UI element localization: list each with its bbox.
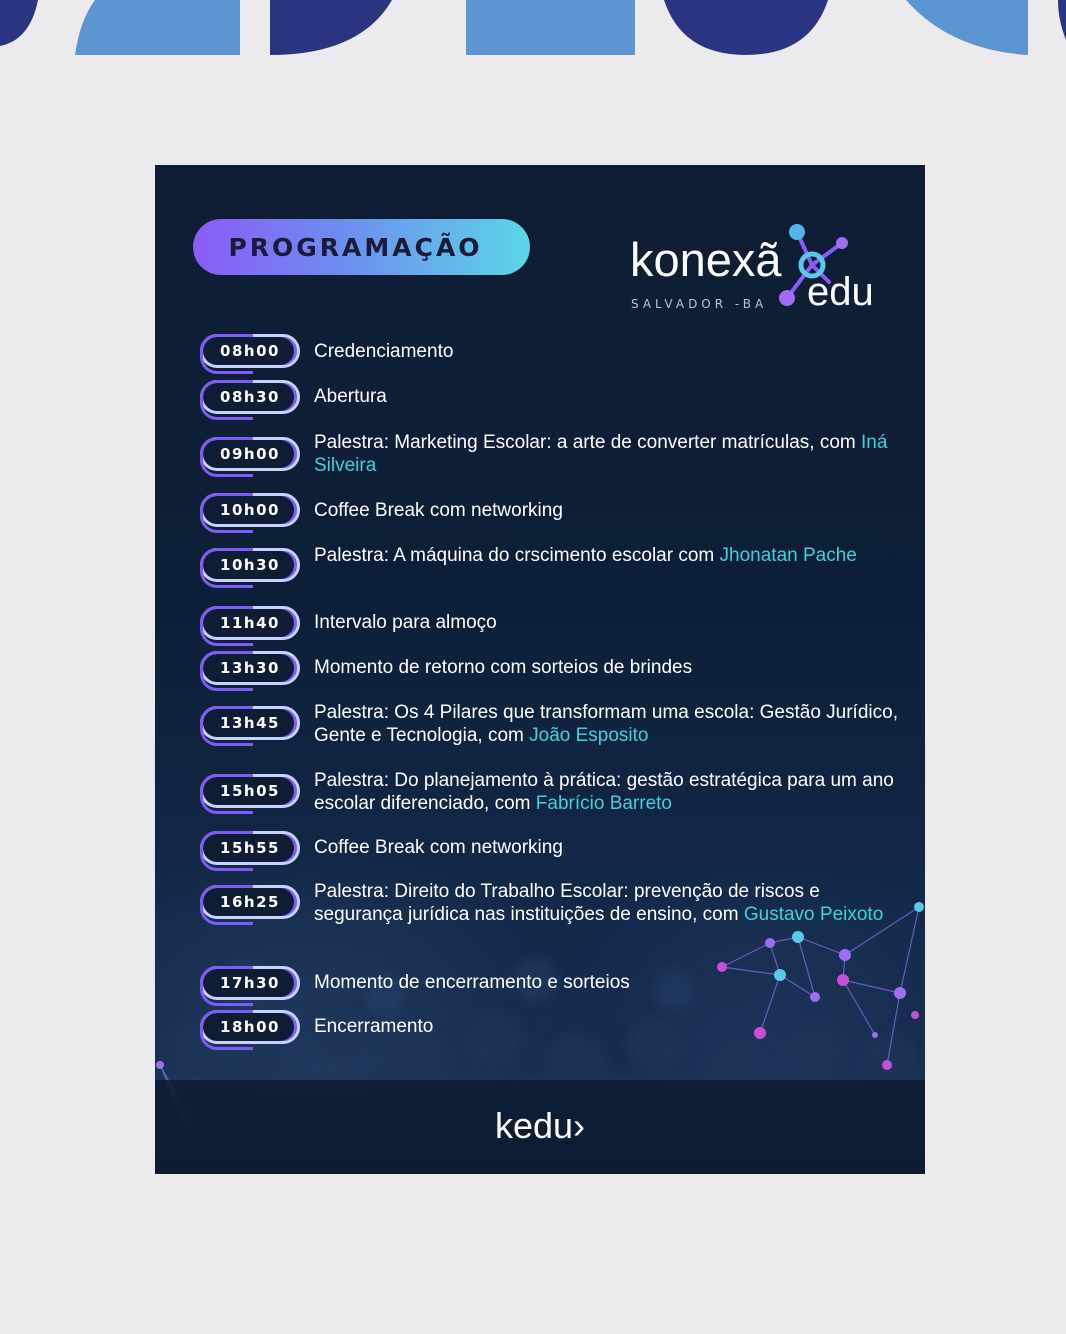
schedule-description [314, 769, 904, 815]
schedule-description [314, 340, 904, 363]
time-badge: 10h30 [200, 548, 300, 582]
logo-location: SALVADOR -BA [631, 297, 768, 311]
time-badge: 13h30 [200, 651, 300, 685]
programacao-label: PROGRAMAÇÃO [228, 232, 483, 262]
logo-wordmark: konexã [630, 233, 782, 286]
time-badge: 09h00 [200, 437, 300, 471]
time-badge: 18h00 [200, 1010, 300, 1044]
schedule-list [155, 165, 925, 1174]
schedule-description [314, 836, 904, 859]
time-badge: 17h30 [200, 966, 300, 1000]
schedule-text: Coffee Break com networking [314, 500, 563, 521]
time-badge: 11h40 [200, 606, 300, 640]
speaker-name: Jhonatan Pache [719, 545, 857, 566]
schedule-text: Abertura [314, 386, 387, 407]
schedule-description [314, 611, 904, 634]
schedule-text: Coffee Break com networking [314, 837, 563, 858]
schedule-text: Palestra: A máquina do crscimento escolar com [314, 545, 720, 566]
schedule-description [314, 701, 904, 747]
schedule-text: Momento de encerramento e sorteios [314, 972, 630, 993]
time-badge: 10h00 [200, 493, 300, 527]
schedule-text: Palestra: Marketing Escolar: a arte de converter matrículas, com [314, 432, 861, 453]
time-badge: 16h25 [200, 885, 300, 919]
time-badge: 15h05 [200, 774, 300, 808]
schedule-text: Palestra: Os 4 Pilares que transformam uma escola: Gestão Jurídico, Gente e Tecnologia, com [314, 702, 898, 746]
speaker-name: Fabrício Barreto [535, 793, 673, 814]
schedule-description [314, 971, 904, 994]
logo-edu: edu [807, 270, 874, 314]
kedu-logo: kedu› [494, 1105, 586, 1146]
schedule-description [314, 1015, 904, 1038]
schedule-text: Intervalo para almoço [314, 612, 497, 633]
schedule-description [314, 656, 904, 679]
schedule-description [314, 499, 904, 522]
time-badge: 08h00 [200, 334, 300, 368]
schedule-description [314, 385, 904, 408]
time-badge: 15h55 [200, 831, 300, 865]
top-decorative-shapes [0, 0, 1066, 60]
schedule-text: Palestra: Direito do Trabalho Escolar: prevenção de riscos e segurança jurídica nas instituições de ensino, com [314, 881, 820, 925]
schedule-text: Momento de retorno com sorteios de brindes [314, 657, 693, 678]
schedule-description [314, 544, 904, 567]
schedule-description [314, 880, 904, 926]
schedule-text: Credenciamento [314, 341, 454, 362]
schedule-text: Palestra: Do planejamento à prática: gestão estratégica para um ano escolar diferenciado, com [314, 770, 894, 814]
schedule-poster [155, 165, 925, 1174]
speaker-name: Iná Silveira [314, 432, 888, 476]
schedule-description [314, 431, 904, 477]
speaker-name: Gustavo Peixoto [743, 904, 884, 925]
time-badge: 13h45 [200, 706, 300, 740]
schedule-text: Encerramento [314, 1016, 434, 1037]
speaker-name: João Esposito [529, 725, 649, 746]
time-badge: 08h30 [200, 380, 300, 414]
